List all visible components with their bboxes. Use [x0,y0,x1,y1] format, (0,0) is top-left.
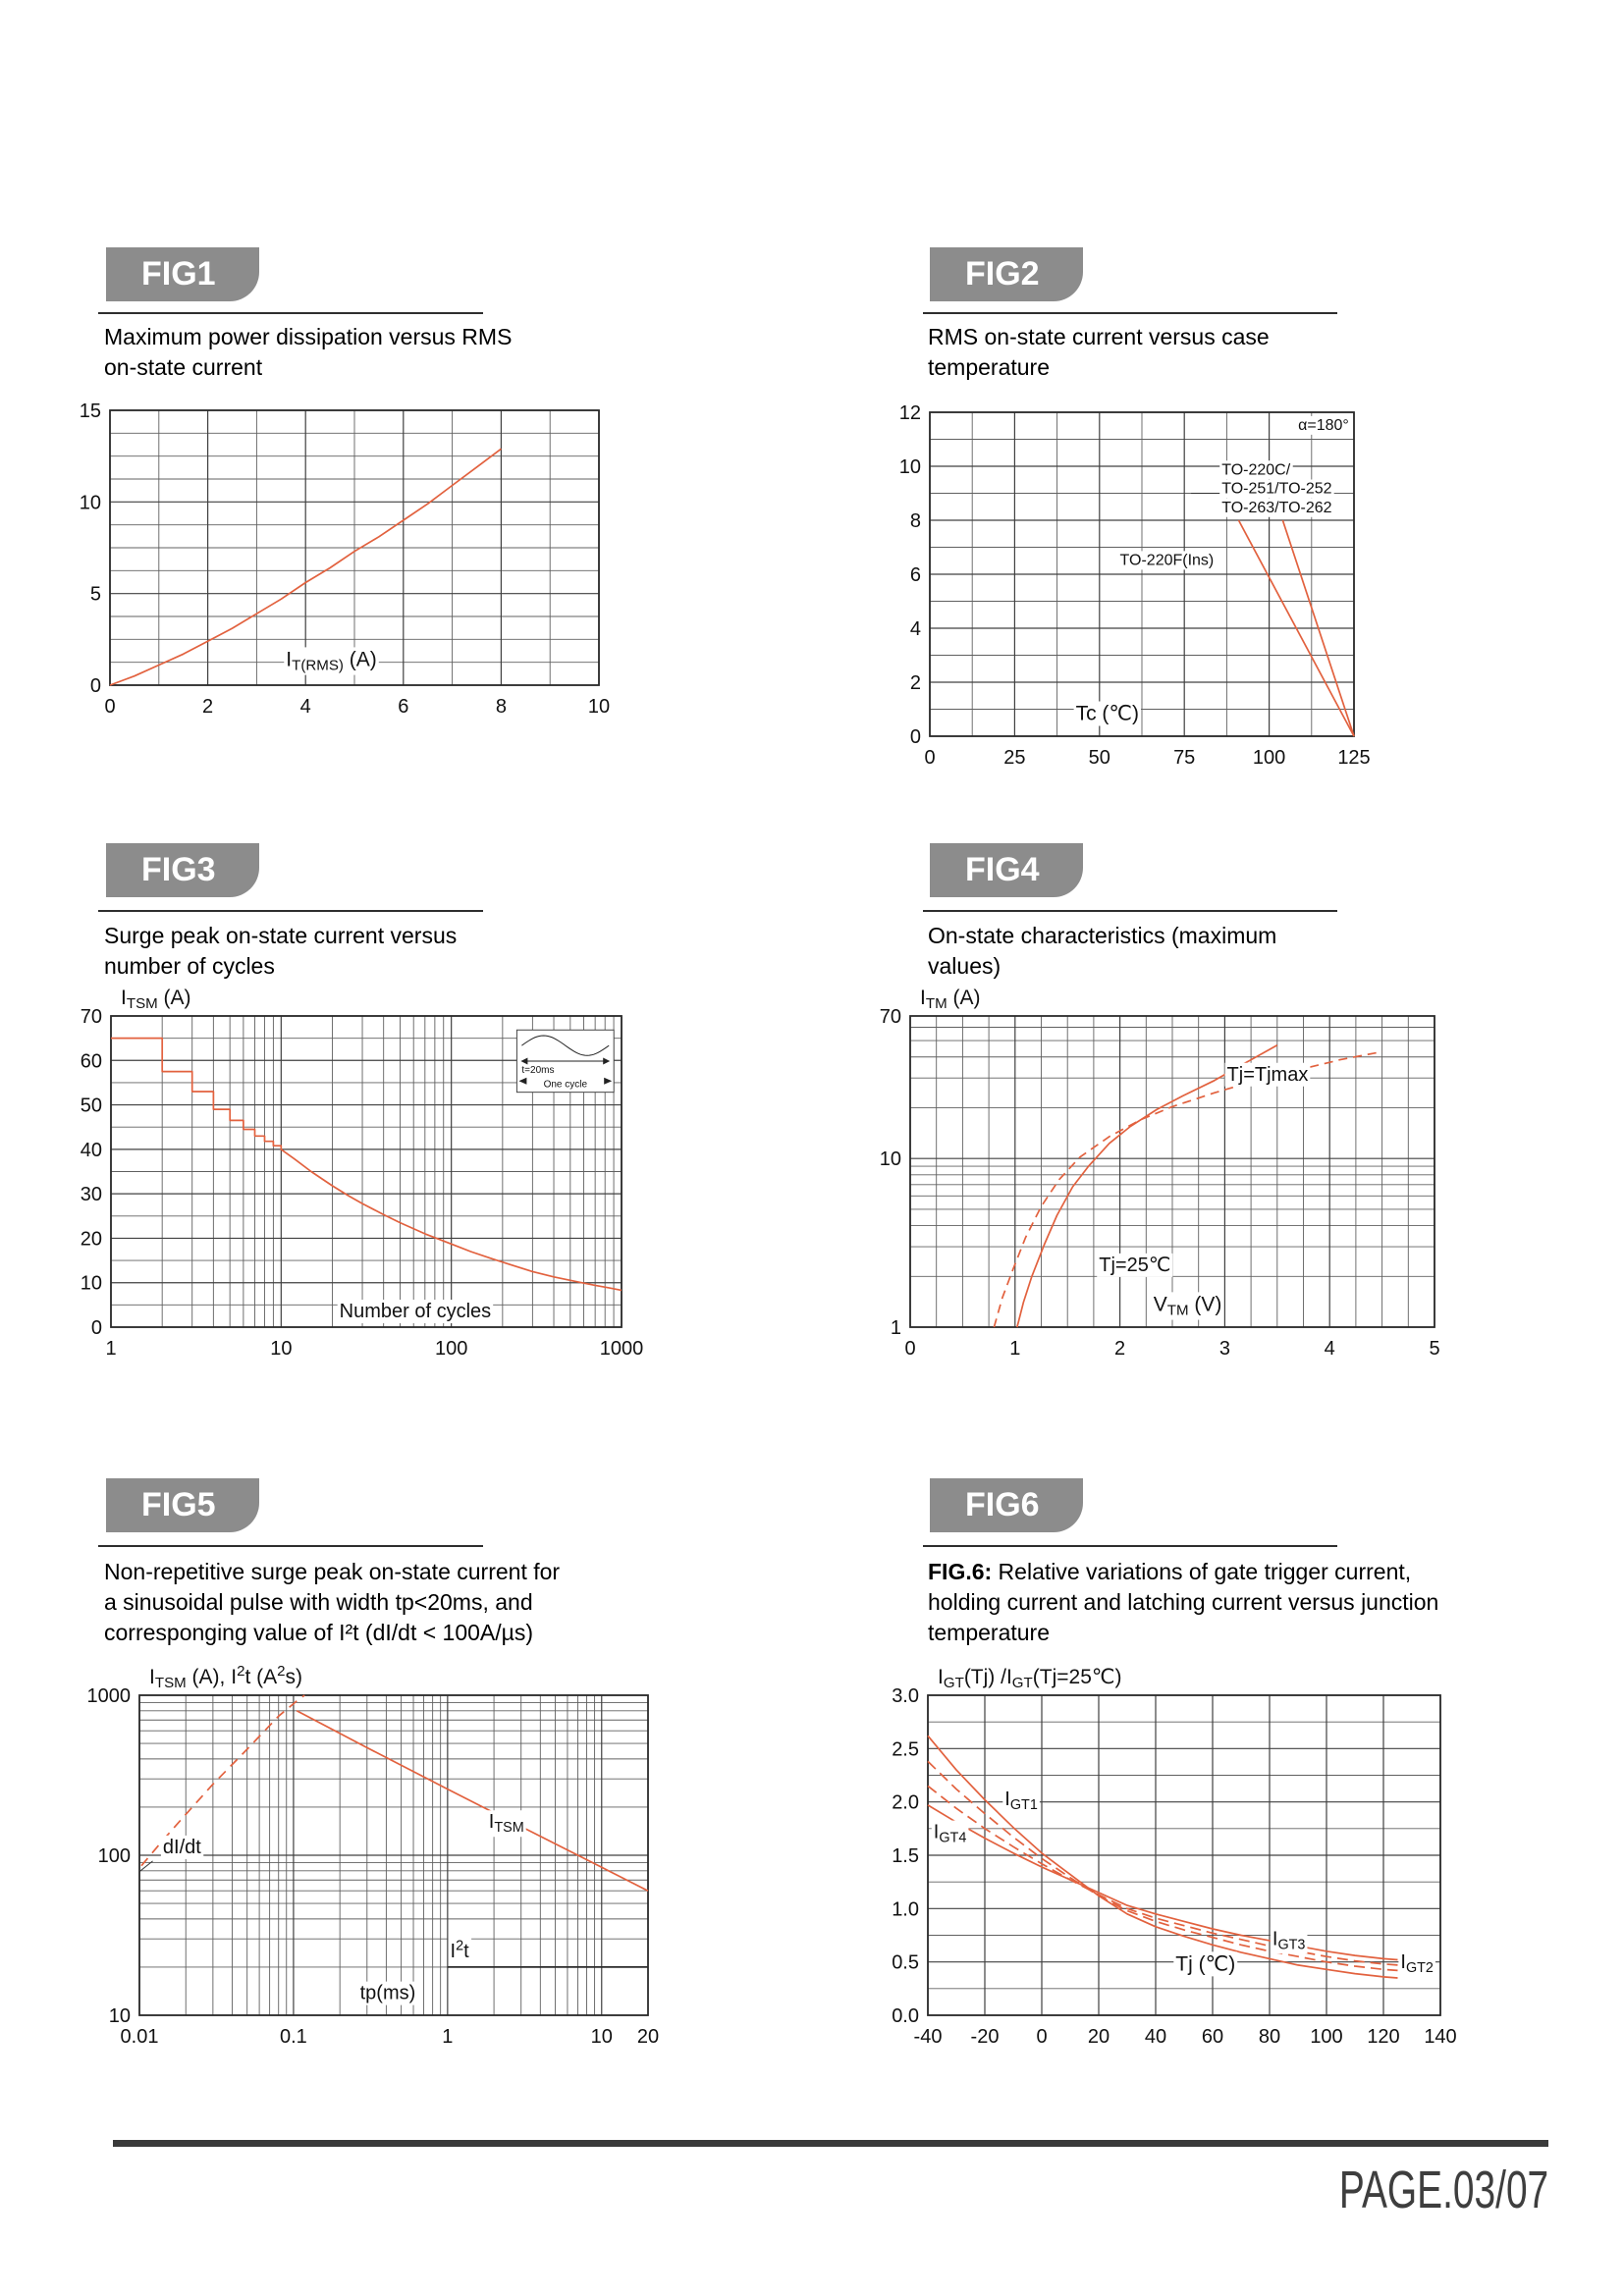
x-tick-label: 50 [1088,747,1110,769]
y-tick-label: 10 [898,456,921,478]
x-tick-label: 6 [398,696,409,718]
chart-annotation: Tj=Tjmax [1226,1063,1309,1086]
chart-annotation: $I_{T(RMS)}$ (A) [286,648,377,674]
fig3-badge-label: FIG3 [141,851,216,888]
x-tick-label: 0.01 [120,2026,159,2048]
y-tick-label: 15 [79,400,101,422]
y-axis-title: $I_{TSM}$ (A), $I^2t$ $(A^2s)$ [149,1663,303,1692]
y-tick-label: 1000 [86,1685,131,1707]
x-tick-label: 80 [1258,2026,1281,2048]
footer-divider [113,2140,1548,2147]
x-tick-label: 20 [1087,2026,1110,2048]
x-tick-label: 10 [270,1338,293,1360]
x-tick-label: 2 [202,696,214,718]
y-tick-label: 2 [909,672,921,694]
x-tick-label: 8 [495,696,507,718]
x-tick-label: 0.1 [280,2026,307,2048]
fig4-title: On-state characteristics (maximum values) [928,923,1277,979]
y-tick-label: 10 [879,1148,901,1171]
y-axis-title: $I_{TSM}$ (A) [121,987,191,1013]
y-tick-label: 10 [79,492,101,514]
fig2-badge-label: FIG2 [965,255,1040,293]
series-Tj-25- [1017,1045,1277,1327]
chart-annotation: Tj (℃) [1175,1952,1236,1976]
chart-annotation: Tj=25℃ [1099,1254,1171,1276]
chart-annotation: TO-251/TO-252 [1221,480,1332,498]
fig6-title-prefix: FIG.6: [928,1559,993,1584]
fig4-chart [849,967,1458,1374]
fig1-chart [51,365,617,726]
x-tick-label: 60 [1201,2026,1224,2048]
x-tick-label: 0 [104,696,116,718]
x-tick-label: 1 [1009,1338,1021,1360]
fig4-badge-label: FIG4 [965,851,1040,888]
x-tick-label: 5 [1429,1338,1440,1360]
x-tick-label: 10 [590,2026,613,2048]
fig4-rule [923,910,1337,912]
chart-annotation: $I_{GT3}$ [1272,1928,1306,1953]
y-tick-label: 0.0 [892,2005,919,2027]
x-tick-label: 120 [1367,2026,1400,2048]
series-IGT2 [928,1761,1398,1970]
x-tick-label: 10 [587,696,611,718]
x-tick-label: 0 [1036,2026,1048,2048]
x-tick-label: 100 [1252,747,1286,769]
y-tick-label: 10 [80,1272,102,1295]
chart-annotation: $I^2t$ [450,1938,469,1963]
fig3-rule [98,910,483,912]
fig4-badge [930,843,1083,897]
fig2-chart [869,365,1372,785]
fig5-badge [106,1478,259,1532]
y-tick-label: 2.0 [892,1791,919,1814]
chart-annotation: Tc (℃) [1075,702,1140,725]
x-tick-label: 2 [1114,1338,1126,1360]
y-tick-label: 0 [909,726,921,748]
fig3-badge [106,843,259,897]
x-tick-label: 1 [105,1338,117,1360]
y-tick-label: 0.5 [892,1951,919,1974]
fig5-chart [69,1634,670,2066]
fig1-title: Maximum power dissipation versus RMS on-state current [104,324,513,380]
fig1-badge [106,247,259,301]
chart-annotation: $I_{TSM}$ [488,1811,524,1837]
x-tick-label: 0 [904,1338,916,1360]
fig3-title: Surge peak on-state current versus number of cycles [104,923,458,979]
fig3-chart [54,967,643,1374]
y-tick-label: 70 [879,1006,901,1028]
chart-annotation: dI/dt [162,1836,201,1858]
y-tick-label: 30 [80,1184,102,1206]
x-tick-label: 25 [1003,747,1026,769]
chart-annotation: α=180° [1298,416,1349,434]
x-tick-label: 100 [434,1338,468,1360]
fig6-title: FIG.6: Relative variations of gate trigger current, holding current and latching current versus junction temperature [928,1559,1439,1645]
fig2-title: RMS on-state current versus case temperature [928,324,1270,380]
chart-annotation: TO-220F(Ins) [1119,552,1215,569]
y-tick-label: 0 [90,1317,102,1339]
y-tick-label: 1.5 [892,1845,919,1867]
y-axis-title: $I_{GT}(Tj)$ $/I_{GT}(Tj=25℃)$ [938,1666,1122,1692]
chart-annotation: $I_{GT1}$ [1004,1788,1038,1813]
fig5-badge-label: FIG5 [141,1486,216,1523]
y-tick-label: 40 [80,1139,102,1161]
x-tick-label: -40 [913,2026,943,2048]
y-tick-label: 4 [909,618,921,640]
fig6-badge [930,1478,1083,1532]
chart-annotation: TO-263/TO-262 [1221,499,1332,516]
x-tick-label: 4 [299,696,311,718]
x-tick-label: 125 [1337,747,1371,769]
x-tick-label: 3 [1218,1338,1230,1360]
fig5-title: Non-repetitive surge peak on-state current for a sinusoidal pulse with width tp<20ms, and corresponging value of I²t (dI/dt < 100A/µs) [104,1559,561,1645]
fig2-badge [930,247,1083,301]
y-tick-label: 1.0 [892,1898,919,1921]
y-tick-label: 70 [80,1006,102,1028]
x-tick-label: 20 [636,2026,660,2048]
chart-annotation: $I_{GT2}$ [1400,1951,1434,1977]
series-IGT1 [928,1735,1398,1978]
x-tick-label: 100 [1310,2026,1343,2048]
y-tick-label: 5 [89,583,101,606]
x-tick-label: 0 [924,747,936,769]
y-tick-label: 100 [97,1845,131,1867]
y-tick-label: 10 [108,2005,131,2027]
chart-annotation: TO-220C/ [1221,461,1291,479]
x-tick-label: 4 [1324,1338,1335,1360]
x-tick-label: 1 [442,2026,454,2048]
y-tick-label: 60 [80,1050,102,1073]
y-axis-title: $I_{TM}$ (A) [920,987,981,1013]
series-ITSM [297,1711,648,1891]
y-tick-label: 8 [909,510,921,532]
chart-annotation: $I_{GT4}$ [933,1821,967,1846]
fig5-rule [98,1545,483,1547]
y-tick-label: 0 [89,675,101,697]
fig6-badge-label: FIG6 [965,1486,1040,1523]
inset-label-one-cycle: One cycle [543,1079,588,1091]
x-tick-label: 140 [1424,2026,1457,2048]
fig1-rule [98,312,483,314]
y-tick-label: 3.0 [892,1685,919,1707]
fig6-chart [859,1634,1468,2066]
y-tick-label: 12 [898,402,921,424]
chart-annotation: tp(ms) [359,1982,416,2004]
x-tick-label: 75 [1173,747,1196,769]
y-tick-label: 2.5 [892,1738,919,1761]
x-tick-label: -20 [970,2026,1000,2048]
x-tick-label: 1000 [599,1338,643,1360]
page-number: PAGE.03/07 [1338,2161,1548,2219]
fig1-badge-label: FIG1 [141,255,216,293]
y-tick-label: 20 [80,1228,102,1251]
inset-label-t20ms: t=20ms [521,1064,555,1076]
y-tick-label: 50 [80,1095,102,1117]
chart-annotation: Number of cycles [339,1301,492,1323]
fig2-rule [923,312,1337,314]
chart-annotation: $V_{TM}$ (V) [1153,1293,1222,1319]
y-tick-label: 1 [890,1317,901,1339]
fig6-rule [923,1545,1337,1547]
x-tick-label: 40 [1144,2026,1167,2048]
y-tick-label: 6 [909,564,921,586]
